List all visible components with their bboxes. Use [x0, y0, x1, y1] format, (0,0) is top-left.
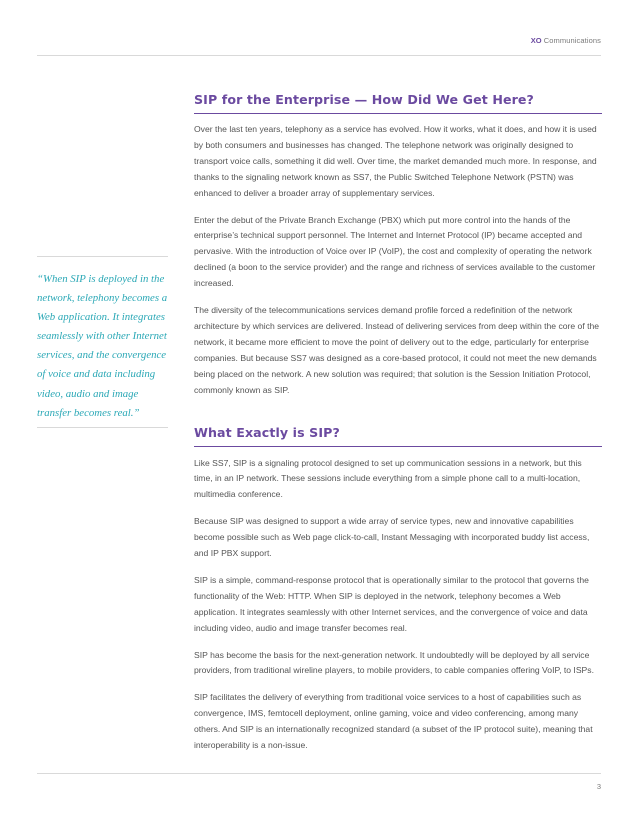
paragraph: SIP facilitates the delivery of everything from traditional voice services to a host of capabilities such as convergence, IMS, femtocell deployment, online gaming, voice and video conferencing, among many others. And SIP is an internationally recognized standard (a subset of the IP protocol suite), meaning that interoperability is a non-issue. [194, 692, 593, 751]
pull-quote-bottom-divider [37, 427, 168, 428]
paragraph: SIP has become the basis for the next-generation network. It undoubtedly will be deployed by all service providers, from traditional wireline players, to mobile providers, to cable companies offering VoIP, to ISPs. [194, 649, 594, 676]
paragraph: Like SS7, SIP is a signaling protocol designed to set up communication sessions in a network, but this time, in an IP network. These sessions include everything from a simple phone call to a multi-location, multimedia conference. [194, 457, 582, 500]
paragraph: Over the last ten years, telephony as a service has evolved. How it works, what it does, and how it is used by both consumers and businesses has changed. The telephone network was originally designed to transport voice calls, something it did well. Over time, the market demanded much more. In response, and thanks to the signaling network known as SS7, the Public Switched Telephone Network (PSTN) was enhanced to deliver a broader array of supplementary services. [194, 124, 597, 198]
paragraph: Because SIP was designed to support a wide array of service types, new and innovative capabilities become possible such as Web page click-to-call, Instant Messaging with incorporated buddy list access, and IP PBX support. [194, 516, 590, 559]
header-brand [531, 36, 601, 45]
section-title-what-is-sip: What Exactly is SIP? [194, 425, 602, 447]
brand-name: Communications [543, 36, 601, 45]
footer-divider [37, 773, 601, 774]
paragraph: Enter the debut of the Private Branch Exchange (PBX) which put more control into the hands of the enterprise’s technical support personnel. The Internet and Internet Protocol (IP) became accepted and pervasive. With the introduction of Voice over IP (VoIP), the cost and complexity of operating the network declined (a boon to the service provider) and the range and richness of services available to the customer increased. [194, 214, 596, 289]
brand-logo-mark: XO [530, 36, 542, 45]
main-content [194, 92, 602, 754]
pull-quote-top-divider [37, 256, 168, 257]
header-divider [37, 55, 601, 56]
paragraph: SIP is a simple, command-response protocol that is operationally similar to the protocol that governs the functionality of the Web: HTTP. When SIP is deployed in the network, telephony becomes a Web application. It integrates seamlessly with other Internet services, and the convergence of voice and data including video, audio and image transfer becomes real. [194, 574, 589, 633]
page-number: 3 [596, 782, 601, 791]
paragraph: The diversity of the telecommunications services demand profile forced a redefinition of the network architecture by which services are delivered. Instead of delivering services from deep within the core of the network, it became more efficient to move the point of delivery out to the edge, particularly for enterprise companies. But because SS7 was designed as a core-based protocol, it could not meet the new demands being placed on the network. A new solution was required; that solution is the Session Initiation Protocol, commonly known as SIP. [194, 305, 600, 395]
section-title-enterprise: SIP for the Enterprise — How Did We Get Here? [194, 92, 602, 114]
pull-quote: “When SIP is deployed in the network, telephony becomes a Web application. It integrates seamlessly with other Internet services, and the convergence of voice and data including video, audio and image transfer becomes real.” [37, 273, 168, 419]
